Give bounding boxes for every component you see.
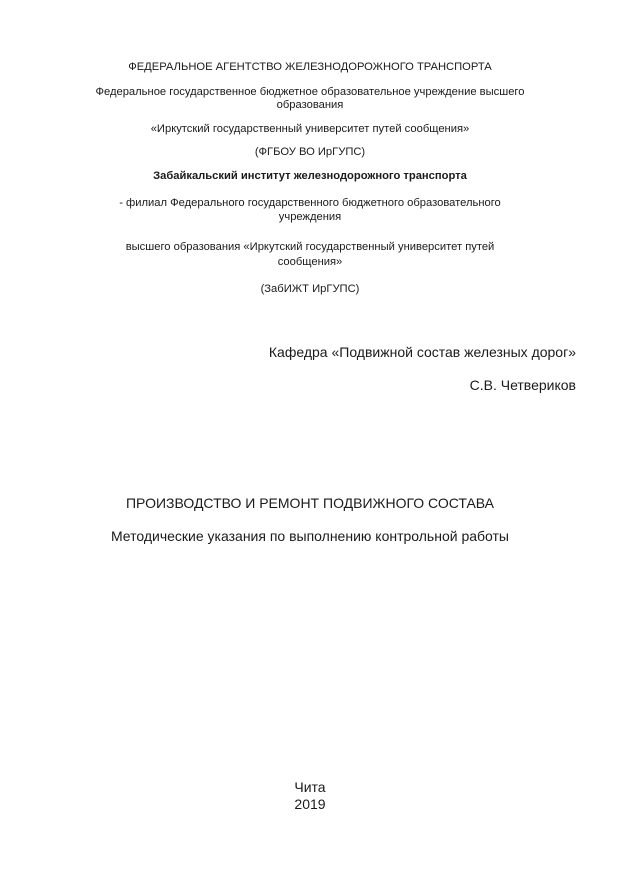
author-name: С.В. Четвериков [469,377,576,393]
department-name: Кафедра «Подвижной состав железных дорог» [268,344,576,360]
branch-line-2: учреждения [278,211,342,223]
institution-line-2: образования [276,99,344,111]
agency-name: ФЕДЕРАЛЬНОЕ АГЕНТСТВО ЖЕЛЕЗНОДОРОЖНОГО ТРАНСПОРТА [128,61,492,73]
city: Чита [294,779,326,795]
branch-line-3: высшего образования «Иркутский государственный университет путей [125,241,495,253]
branch-line-4: сообщения» [277,256,343,268]
institute-abbr: (ЗабИЖТ ИрГУПС) [260,283,360,295]
university-abbr: (ФГБОУ ВО ИрГУПС) [254,146,366,158]
branch-line-1: - филиал Федерального государственного бюджетного образовательного [119,197,501,209]
university-name: «Иркутский государственный университет путей сообщения» [150,123,470,135]
institution-line-1: Федеральное государственное бюджетное образовательное учреждение высшего [95,86,525,98]
document-subtitle: Методические указания по выполнению контрольной работы [110,528,509,544]
document-title: ПРОИЗВОДСТВО И РЕМОНТ ПОДВИЖНОГО СОСТАВА [125,495,495,511]
year: 2019 [294,796,326,812]
institute-name: Забайкальский институт железнодорожного транспорта [153,170,467,182]
